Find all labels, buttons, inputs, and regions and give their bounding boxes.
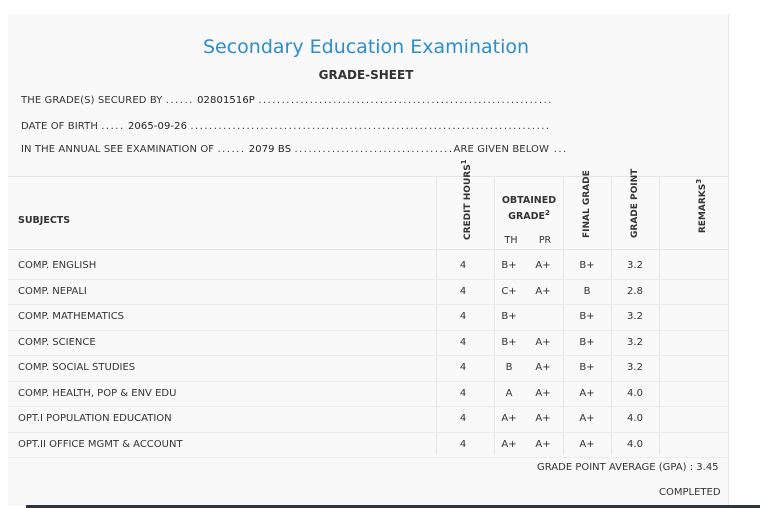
subject-name: COMP. HEALTH, POP & ENV EDU xyxy=(18,387,177,399)
pr-grade: A+ xyxy=(535,413,551,424)
grade-point: 3.2 xyxy=(627,260,643,271)
gpa-value: 3.45 xyxy=(696,462,719,473)
subjects-header: SUBJECTS xyxy=(18,215,71,226)
pr-grade: A+ xyxy=(535,438,551,450)
dob-value: 2065-09-26 xyxy=(127,121,188,132)
dob-label: DATE OF BIRTH xyxy=(21,121,98,132)
grade-sheet-heading: GRADE-SHEET xyxy=(318,68,414,82)
subject-name: OPT.I POPULATION EDUCATION xyxy=(18,413,172,424)
table-row xyxy=(8,279,728,306)
grade-point: 3.2 xyxy=(627,362,643,373)
exam-title: Secondary Education Examination xyxy=(202,36,530,58)
subject-name: COMP. MATHEMATICS xyxy=(18,311,125,322)
table-row xyxy=(8,381,728,408)
pr-grade: A+ xyxy=(535,387,551,399)
pr-grade xyxy=(530,304,556,330)
grade-point-header: GRADE POINT xyxy=(630,168,640,238)
pr-grade: A+ xyxy=(535,336,551,348)
subject-name: COMP. SCIENCE xyxy=(18,336,96,348)
grade-sheet-panel xyxy=(8,14,729,506)
table-row xyxy=(8,304,728,331)
secured-by-line: THE GRADE(S) SECURED BY ...... 02801516P ............................................................... xyxy=(21,95,553,106)
final-grade: B xyxy=(583,285,591,297)
subject-name: OPT.II OFFICE MGMT & ACCOUNT xyxy=(18,438,183,450)
subject-name: COMP. ENGLISH xyxy=(18,260,97,271)
grade-point: 2.8 xyxy=(627,285,643,297)
grade-point: 4.0 xyxy=(627,387,643,399)
pr-grade: A+ xyxy=(535,285,551,297)
final-grade: A+ xyxy=(579,438,595,450)
th-header: TH xyxy=(504,235,518,246)
credit-hours: 4 xyxy=(459,362,467,373)
given-below-text: ARE GIVEN BELOW xyxy=(453,144,549,155)
exam-label: IN THE ANNUAL SEE EXAMINATION OF xyxy=(21,144,215,155)
subject-name: COMP. SOCIAL STUDIES xyxy=(18,362,136,373)
table-row xyxy=(8,253,728,280)
credit-hours: 4 xyxy=(459,336,467,348)
grades-table xyxy=(8,159,728,450)
th-grade: B+ xyxy=(501,336,517,348)
final-grade: A+ xyxy=(579,413,595,424)
credit-hours: 4 xyxy=(459,285,467,297)
exam-line: IN THE ANNUAL SEE EXAMINATION OF ...... 2079 BS ..................................ARE GIVEN BELOW ... xyxy=(21,144,568,155)
th-grade: A xyxy=(505,387,513,399)
gpa-label: GRADE POINT AVERAGE (GPA) : xyxy=(537,462,694,473)
table-row xyxy=(8,432,728,459)
credit-hours: 4 xyxy=(459,311,467,322)
table-row xyxy=(8,330,728,357)
final-grade: B+ xyxy=(579,311,595,322)
credit-hours-header: CREDIT HOURS$^1$ xyxy=(460,159,473,240)
symbol-number: 02801516P xyxy=(197,95,255,106)
th-grade: A+ xyxy=(501,438,517,450)
pr-grade: A+ xyxy=(535,362,551,373)
final-grade-header: FINAL GRADE xyxy=(582,170,592,238)
credit-hours: 4 xyxy=(459,413,467,424)
exam-year: 2079 BS xyxy=(248,144,292,155)
pr-grade: A+ xyxy=(535,260,551,271)
grade-point: 3.2 xyxy=(627,311,643,322)
th-grade: C+ xyxy=(501,285,517,297)
grade-point: 4.0 xyxy=(627,438,643,450)
final-grade: B+ xyxy=(579,362,595,373)
credit-hours: 4 xyxy=(459,438,467,450)
credit-hours: 4 xyxy=(459,387,467,399)
final-grade: A+ xyxy=(579,387,595,399)
table-row xyxy=(8,406,728,433)
table-row xyxy=(8,355,728,382)
obtained-grade-header: OBTAINED GRADE$^2$ xyxy=(501,195,557,223)
pr-header: PR xyxy=(538,235,552,246)
final-grade: B+ xyxy=(579,336,595,348)
th-grade: B xyxy=(505,362,513,373)
credit-hours: 4 xyxy=(459,260,467,271)
th-grade: A+ xyxy=(501,413,517,424)
remarks-header: REMARKS$^3$ xyxy=(695,178,708,234)
secured-by-label: THE GRADE(S) SECURED BY xyxy=(21,95,163,106)
dob-line: DATE OF BIRTH ..... 2065-09-26 ............................................................................. xyxy=(21,121,551,132)
th-grade: B+ xyxy=(501,311,517,322)
gpa-summary xyxy=(537,462,719,473)
grade-point: 3.2 xyxy=(627,336,643,348)
th-grade: B+ xyxy=(501,260,517,271)
table-header xyxy=(8,159,728,250)
grade-point: 4.0 xyxy=(627,413,643,424)
subject-name: COMP. NEPALI xyxy=(18,285,87,297)
final-grade: B+ xyxy=(579,260,595,271)
completion-status: COMPLETED xyxy=(659,487,721,498)
